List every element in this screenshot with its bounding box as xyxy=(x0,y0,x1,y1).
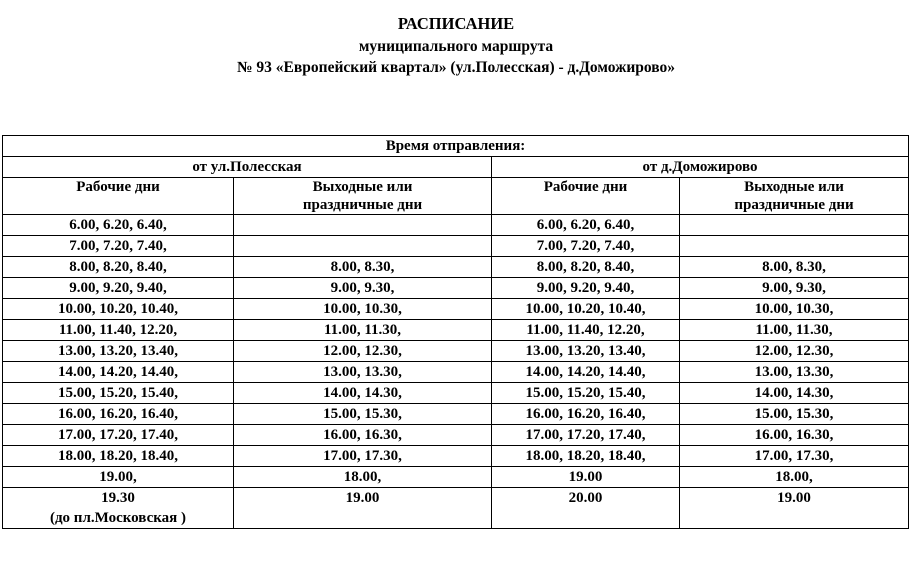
table-cell: 9.00, 9.30, xyxy=(234,278,492,299)
workdays-header: Рабочие дни xyxy=(3,178,234,215)
table-cell: 18.00, xyxy=(680,467,909,488)
table-cell xyxy=(680,236,909,257)
table-cell: 10.00, 10.30, xyxy=(680,299,909,320)
table-row xyxy=(3,215,909,236)
table-row xyxy=(3,257,909,278)
table-cell: 9.00, 9.20, 9.40, xyxy=(492,278,680,299)
table-cell: 19.00, xyxy=(3,467,234,488)
table-cell: 17.00, 17.30, xyxy=(234,446,492,467)
table-cell: 16.00, 16.20, 16.40, xyxy=(492,404,680,425)
table-row xyxy=(3,467,909,488)
route-name: № 93 «Европейский квартал» (ул.Полесская) - д.Доможирово» xyxy=(236,59,676,76)
table-cell: 19.00 xyxy=(492,467,680,488)
table-cell: 16.00, 16.30, xyxy=(234,425,492,446)
table-row xyxy=(3,488,909,529)
table-cell: 8.00, 8.20, 8.40, xyxy=(3,257,234,278)
table-cell: 13.00, 13.30, xyxy=(680,362,909,383)
table-cell: 13.00, 13.20, 13.40, xyxy=(492,341,680,362)
table-cell: 6.00, 6.20, 6.40, xyxy=(492,215,680,236)
table-cell: 10.00, 10.30, xyxy=(234,299,492,320)
table-row xyxy=(3,404,909,425)
table-cell: 16.00, 16.30, xyxy=(680,425,909,446)
table-cell xyxy=(234,215,492,236)
page-title: РАСПИСАНИЕ xyxy=(397,14,515,33)
table-row xyxy=(3,362,909,383)
table-cell: 11.00, 11.30, xyxy=(680,320,909,341)
table-cell: 15.00, 15.20, 15.40, xyxy=(492,383,680,404)
table-row xyxy=(3,425,909,446)
table-cell: 20.00 xyxy=(492,488,680,529)
table-cell: 17.00, 17.20, 17.40, xyxy=(492,425,680,446)
weekend-header: Выходные или праздничные дни xyxy=(234,178,492,215)
direction-header-polesskaya: от ул.Полесская xyxy=(3,157,492,178)
table-cell: 15.00, 15.30, xyxy=(680,404,909,425)
table-row xyxy=(3,341,909,362)
table-cell: 9.00, 9.30, xyxy=(680,278,909,299)
table-cell: 18.00, 18.20, 18.40, xyxy=(492,446,680,467)
table-cell: 16.00, 16.20, 16.40, xyxy=(3,404,234,425)
table-cell: 12.00, 12.30, xyxy=(234,341,492,362)
workdays-header: Рабочие дни xyxy=(492,178,680,215)
table-cell: 18.00, 18.20, 18.40, xyxy=(3,446,234,467)
table-cell: 13.00, 13.20, 13.40, xyxy=(3,341,234,362)
table-cell: 17.00, 17.30, xyxy=(680,446,909,467)
table-cell: 8.00, 8.30, xyxy=(234,257,492,278)
table-cell: 15.00, 15.30, xyxy=(234,404,492,425)
table-row xyxy=(3,446,909,467)
departure-time-header: Время отправления: xyxy=(3,136,909,157)
weekend-header: Выходные или праздничные дни xyxy=(680,178,909,215)
table-row xyxy=(3,320,909,341)
table-cell: 7.00, 7.20, 7.40, xyxy=(3,236,234,257)
table-row xyxy=(3,278,909,299)
table-cell xyxy=(680,215,909,236)
table-row xyxy=(3,299,909,320)
table-cell: 14.00, 14.20, 14.40, xyxy=(492,362,680,383)
schedule-table xyxy=(2,135,909,529)
table-cell: 11.00, 11.40, 12.20, xyxy=(3,320,234,341)
table-cell: 14.00, 14.30, xyxy=(680,383,909,404)
table-cell: 14.00, 14.30, xyxy=(234,383,492,404)
table-cell: 12.00, 12.30, xyxy=(680,341,909,362)
table-cell: 13.00, 13.30, xyxy=(234,362,492,383)
table-cell: 10.00, 10.20, 10.40, xyxy=(492,299,680,320)
table-cell: 19.00 xyxy=(234,488,492,529)
table-cell: 8.00, 8.20, 8.40, xyxy=(492,257,680,278)
table-cell: 8.00, 8.30, xyxy=(680,257,909,278)
table-cell: 17.00, 17.20, 17.40, xyxy=(3,425,234,446)
table-cell: 14.00, 14.20, 14.40, xyxy=(3,362,234,383)
table-cell: 15.00, 15.20, 15.40, xyxy=(3,383,234,404)
page-subtitle: муниципального маршрута xyxy=(358,38,554,55)
direction-header-domozhirovo: от д.Доможирово xyxy=(492,157,909,178)
table-row xyxy=(3,383,909,404)
table-cell: 9.00, 9.20, 9.40, xyxy=(3,278,234,299)
table-cell: 10.00, 10.20, 10.40, xyxy=(3,299,234,320)
table-cell: 7.00, 7.20, 7.40, xyxy=(492,236,680,257)
table-cell: 18.00, xyxy=(234,467,492,488)
table-cell: 19.30 (до пл.Московская ) xyxy=(3,488,234,529)
table-cell: 11.00, 11.30, xyxy=(234,320,492,341)
table-cell xyxy=(234,236,492,257)
table-row xyxy=(3,236,909,257)
table-cell: 6.00, 6.20, 6.40, xyxy=(3,215,234,236)
table-cell: 19.00 xyxy=(680,488,909,529)
table-cell: 11.00, 11.40, 12.20, xyxy=(492,320,680,341)
